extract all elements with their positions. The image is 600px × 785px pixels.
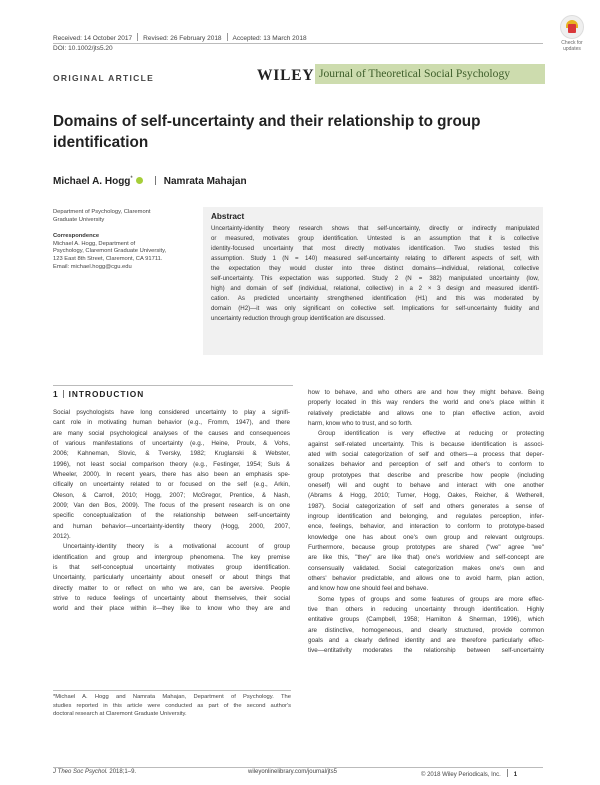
accepted-date: Accepted: 13 March 2018 — [232, 35, 307, 42]
body-line: world and their place within it—they like to know who they are and — [53, 605, 290, 613]
body-line: entitative groups (Campbell, 1958; Hamilton & Sherman, 1996), which — [308, 616, 544, 624]
body-line: against self-related uncertainty. This is because identification is associ- — [308, 440, 544, 448]
citation-journal: J Theo Soc Psychol. — [53, 769, 108, 775]
body-line: tive than others in reducing uncertainty through identification. Highly — [308, 605, 544, 613]
abstract-line: high) and domain of self (individual, relational, collective) in a 2 × 3 design and measured identifi- — [211, 285, 539, 293]
article-title: Domains of self-uncertainty and their relationship to group identification — [53, 113, 481, 151]
body-line: identification and group and intergroup phenomena. The key premise — [53, 553, 290, 561]
correspondence-email[interactable]: Email: michael.hogg@cgu.edu — [53, 263, 132, 270]
section-number: 1 — [53, 389, 58, 399]
footnote-line: studies reported in this article were conducted as part of the second author's — [53, 702, 291, 709]
abstract-line: Uncertainty-identity theory research shows that self-uncertainty, directly or indirectly manipulated — [211, 225, 539, 232]
body-line: are like this, "they" are like that) one's worldview and self-concept are — [308, 554, 544, 562]
body-line: is that self-conceptual uncertainty motivates group identification. — [53, 563, 290, 571]
author-name[interactable]: Michael A. Hogg — [53, 176, 131, 187]
body-line: Group identification is very effective at reducing or protecting — [318, 430, 544, 438]
abstract-body — [211, 224, 539, 324]
correspondence-label: Correspondence — [53, 233, 100, 240]
check-updates-icon — [560, 15, 584, 39]
affiliation-block — [53, 209, 198, 271]
correspondence-line: Michael A. Hogg, Department of — [53, 240, 136, 247]
author-divider — [155, 176, 156, 185]
page-number: 1 — [513, 772, 518, 778]
section-title: INTRODUCTION — [68, 389, 145, 399]
check-updates-label: Check for updates — [561, 40, 583, 52]
body-line: and human behavior—uncertainty-identity theory (Hogg, 2000, 2007, — [53, 522, 290, 530]
body-line: are many social psychological analyses of the causes and consequences — [53, 429, 290, 437]
journal-title: Journal of Theoretical Social Psychology — [319, 67, 511, 80]
section-rule — [53, 385, 293, 386]
abstract-heading: Abstract — [211, 212, 245, 221]
body-line: oneself) will and ought to behave and interact with one another — [308, 481, 544, 489]
citation-details: 2018;1–9. — [109, 769, 137, 775]
correspondence-line: Psychology, Claremont Graduate University, — [53, 248, 167, 255]
author-list — [53, 176, 247, 187]
footnote-marker: * — [130, 176, 133, 182]
body-line: cifically on uncertainty related to or focused on the self (e.g., Arkin, — [53, 481, 290, 489]
article-type-label: ORIGINAL ARTICLE — [53, 73, 155, 83]
body-line: 2006; Kahneman, Slovic, & Tversky, 1982; Kruglanski & Webster, — [53, 450, 290, 458]
footer-right — [421, 769, 517, 778]
page-divider — [507, 769, 508, 777]
footnote-rule — [53, 690, 291, 691]
body-line: are distinctive, homogeneous, and clearly structured, provide common — [308, 626, 544, 634]
abstract-line: domain (H2)—it was only significant on collective self. Implications for self-uncertainty fluidity and — [211, 305, 539, 313]
body-column-right — [308, 388, 544, 657]
abstract-line: assumption. Study 1 (N = 140) measured self-uncertainty relating to different aspects of self, with — [211, 255, 539, 263]
body-line: Oleson, & Carroll, 2010; Hogg, 2007; McGregor, Prentice, & Nash, — [53, 491, 290, 499]
abstract-line: the expectation they would cluster into three distinct domains—individual, relational, collective — [211, 265, 539, 273]
doi: DOI: 10.1002/jts5.20 — [53, 45, 113, 52]
section-heading — [53, 389, 144, 399]
body-line: goals and a clearly defined identity and are therefore particularly effec- — [308, 636, 544, 644]
abstract-line: self-uncertainty. This expectation was supported. Study 2 (N = 382) manipulated uncertainty (low, — [211, 275, 539, 283]
citation — [53, 769, 136, 775]
body-line: tive—entitativity moderates the relationship between self-uncertainty — [308, 647, 544, 655]
body-line: directly matter to or reflect on who we are, can be aversive. People — [53, 584, 290, 592]
footer-rule — [53, 767, 543, 768]
publisher-logo: WILEY — [257, 67, 315, 84]
body-line: Some types of groups and some features of groups are more effec- — [318, 595, 544, 603]
orcid-icon[interactable] — [136, 177, 143, 184]
body-line: strive to reduce feelings of uncertainty about themselves, their social — [53, 594, 290, 602]
abstract-line: or measured, motivates group identification. Untested is an assumption that it is collective — [211, 235, 539, 243]
section-divider — [63, 390, 64, 398]
body-line: Furthermore, because group prototypes are shared ("we" agree "we" — [308, 543, 544, 551]
affiliation-line: Department of Psychology, Claremont — [53, 209, 151, 215]
date-divider — [227, 33, 228, 41]
revised-date: Revised: 26 February 2018 — [143, 35, 222, 42]
body-line: specific conceptualization of the relationship between self-uncertainty — [53, 512, 290, 520]
body-line: ated with social categorization of self and others—a process that deper- — [308, 450, 544, 458]
body-line: sonalizes behavior and perception of self and other's to conform to — [308, 461, 544, 469]
body-line: and know how one should feel and behave. — [308, 585, 429, 593]
abstract-line: uncertainty reduction through group identification are discussed. — [211, 315, 386, 323]
date-divider — [137, 33, 138, 41]
body-line: consensually validated. Social categorization makes one's own and — [308, 564, 544, 572]
check-for-updates-button[interactable] — [557, 14, 587, 54]
body-line: Wheeler, 2000). In recent years, there has also been an emphasis spe- — [53, 470, 290, 478]
body-line: Uncertainty, particularly uncertainty about oneself or about things that — [53, 574, 290, 582]
body-line: knowledge one has about one's own group and relevant outgroups. — [308, 533, 544, 541]
author-name[interactable]: Namrata Mahajan — [163, 176, 247, 187]
body-line: Social psychologists have long considered uncertainty to play a signifi- — [53, 409, 290, 416]
body-line: cant role in motivating human behavior (e.g., Fromm, 1947), and there — [53, 419, 290, 427]
body-line: 1996), not least social comparison theory (e.g., Festinger, 1954; Suls & — [53, 460, 290, 468]
body-line: how to behave, and who others are and how they might behave. Being — [308, 389, 544, 396]
abstract-line: identity-focused uncertainty that most directly motivates identification. Two studies tested this — [211, 245, 539, 253]
body-line: (Abrams & Hogg, 2010; Turner, Hogg, Oakes, Reicher, & Wetherell, — [308, 492, 544, 500]
footnote-line: doctoral research at Claremont Graduate University. — [53, 711, 187, 718]
body-line: of various manifestations of uncertainty (e.g., Heine, Proulx, & Vohs, — [53, 439, 290, 447]
correspondence-line: 123 East 8th Street, Claremont, CA 91711. — [53, 255, 163, 262]
body-line: relatively predictable and allows one to plan effective action, avoid — [308, 409, 544, 417]
affiliation-line: Graduate University — [53, 216, 105, 223]
copyright: © 2018 Wiley Periodicals, Inc. — [421, 772, 501, 778]
author-footnote — [53, 693, 291, 719]
header-rule — [53, 43, 543, 44]
body-line: ingroup identification and belonging, and regulates perception, infer- — [308, 512, 544, 520]
body-line: Uncertainty-identity theory is a motivational account of group — [63, 543, 290, 551]
journal-url[interactable]: wileyonlinelibrary.com/journal/jts5 — [248, 769, 337, 775]
body-line: properly located in this way renders the world and one's place within it — [308, 399, 544, 407]
body-line: harm, know who to trust, and so forth. — [308, 419, 413, 427]
body-line: ence, feelings, behavior, and interaction to conform to prototype-based — [308, 523, 544, 531]
received-date: Received: 14 October 2017 — [53, 35, 133, 42]
abstract-line: cation. As predicted uncertainty strengthened identification (H1) and this was moderated by — [211, 295, 539, 303]
body-line: 1987). Social categorization of self and others generates a sense of — [308, 502, 544, 510]
body-line: others' behavior predictable, and allows one to avoid harm, plan action, — [308, 574, 544, 582]
body-line: group prototypes that describe and prescribe how people (including — [308, 471, 544, 479]
history-dates — [53, 33, 307, 42]
body-line: 2009; Van den Bos, 2009). The focus of the present research is on one — [53, 501, 290, 509]
body-line: 2012). — [53, 532, 71, 540]
footnote-line: *Michael A. Hogg and Namrata Mahajan, Department of Psychology. The — [53, 694, 291, 700]
body-column-left — [53, 408, 290, 615]
